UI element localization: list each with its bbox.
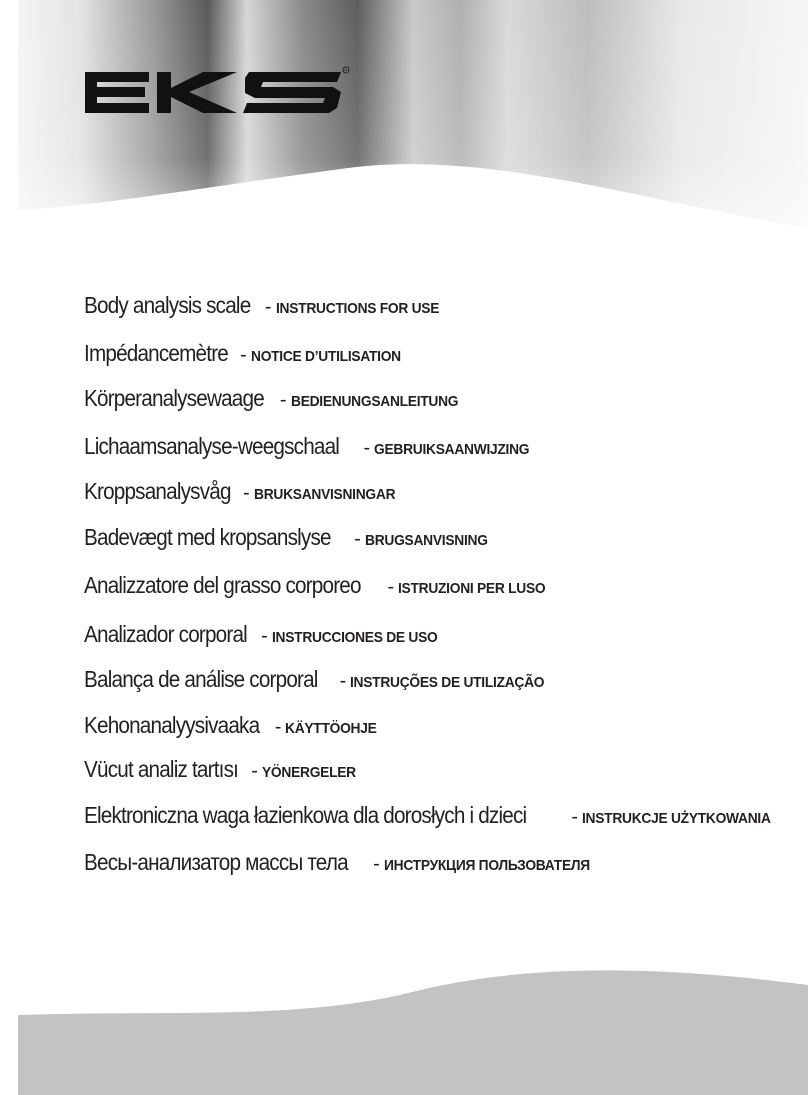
language-entry <box>84 387 472 410</box>
product-name: Analizzatore del grasso corporeo <box>84 572 361 598</box>
separator: - <box>339 670 347 692</box>
language-entry <box>84 668 561 691</box>
product-name: Impédancemètre <box>84 340 228 366</box>
separator: - <box>363 437 371 459</box>
language-entry <box>84 480 407 503</box>
document-title: INSTRUKCJE UŻYTKOWANIA <box>582 810 771 827</box>
language-entry <box>84 294 453 317</box>
language-entry <box>84 804 787 827</box>
language-entry <box>84 342 414 365</box>
document-title: INSTRUÇÕES DE UTILIZAÇÃO <box>350 674 545 691</box>
product-name: Vücut analiz tartısı <box>84 756 239 782</box>
document-title: BRUKSANVISNINGAR <box>253 486 395 503</box>
language-entry <box>84 435 543 458</box>
product-name: Весы-анализатор массы тела <box>84 849 348 875</box>
document-title: BRUGSANVISNING <box>364 532 488 549</box>
language-entry <box>84 574 558 597</box>
separator: - <box>261 625 268 647</box>
separator: - <box>571 806 579 828</box>
svg-text:R: R <box>344 67 348 73</box>
separator: - <box>279 389 287 411</box>
document-title: BEDIENUNGSANLEITUNG <box>290 393 458 410</box>
document-title: INSTRUCCIONES DE USO <box>271 629 438 646</box>
language-entry <box>84 623 452 646</box>
document-title: GEBRUIKSAANWIJZING <box>374 441 530 458</box>
separator: - <box>354 528 361 550</box>
document-title: KÄYTTÖOHJE <box>285 720 378 737</box>
document-title: ИНСТРУКЦИЯ ПОЛЬЗОВАТЕЛЯ <box>383 857 590 874</box>
product-name: Elektroniczna waga łazienkowa dla dorosłych i dzieci <box>84 802 527 828</box>
separator: - <box>240 344 247 366</box>
document-title: INSTRUCTIONS FOR USE <box>275 300 439 317</box>
document-title: YÖNERGELER <box>261 764 356 781</box>
language-entry <box>84 758 364 781</box>
separator: - <box>373 853 380 875</box>
product-name: Kroppsanalysvåg <box>84 478 231 504</box>
eks-logo <box>85 66 350 118</box>
separator: - <box>251 760 258 782</box>
product-name: Lichaamsanalyse-weegschaal <box>84 433 340 459</box>
product-name: Balança de análise corporal <box>84 666 318 692</box>
footer-wave <box>18 965 808 1095</box>
language-entry <box>84 714 385 737</box>
product-name: Analizador corporal <box>84 621 247 647</box>
separator: - <box>274 716 282 738</box>
language-entry <box>84 526 498 549</box>
product-name: Körperanalysewaage <box>84 385 264 411</box>
product-name: Badevægt med kropsanslyse <box>84 524 331 550</box>
product-name: Kehonanalyysivaaka <box>84 712 260 738</box>
document-title: NOTICE D’UTILISATION <box>250 348 401 365</box>
document-title: ISTRUZIONI PER LUSO <box>398 580 546 597</box>
product-name: Body analysis scale <box>84 292 251 318</box>
separator: - <box>264 296 272 318</box>
language-entry <box>84 851 608 874</box>
separator: - <box>242 482 250 504</box>
separator: - <box>387 576 395 598</box>
